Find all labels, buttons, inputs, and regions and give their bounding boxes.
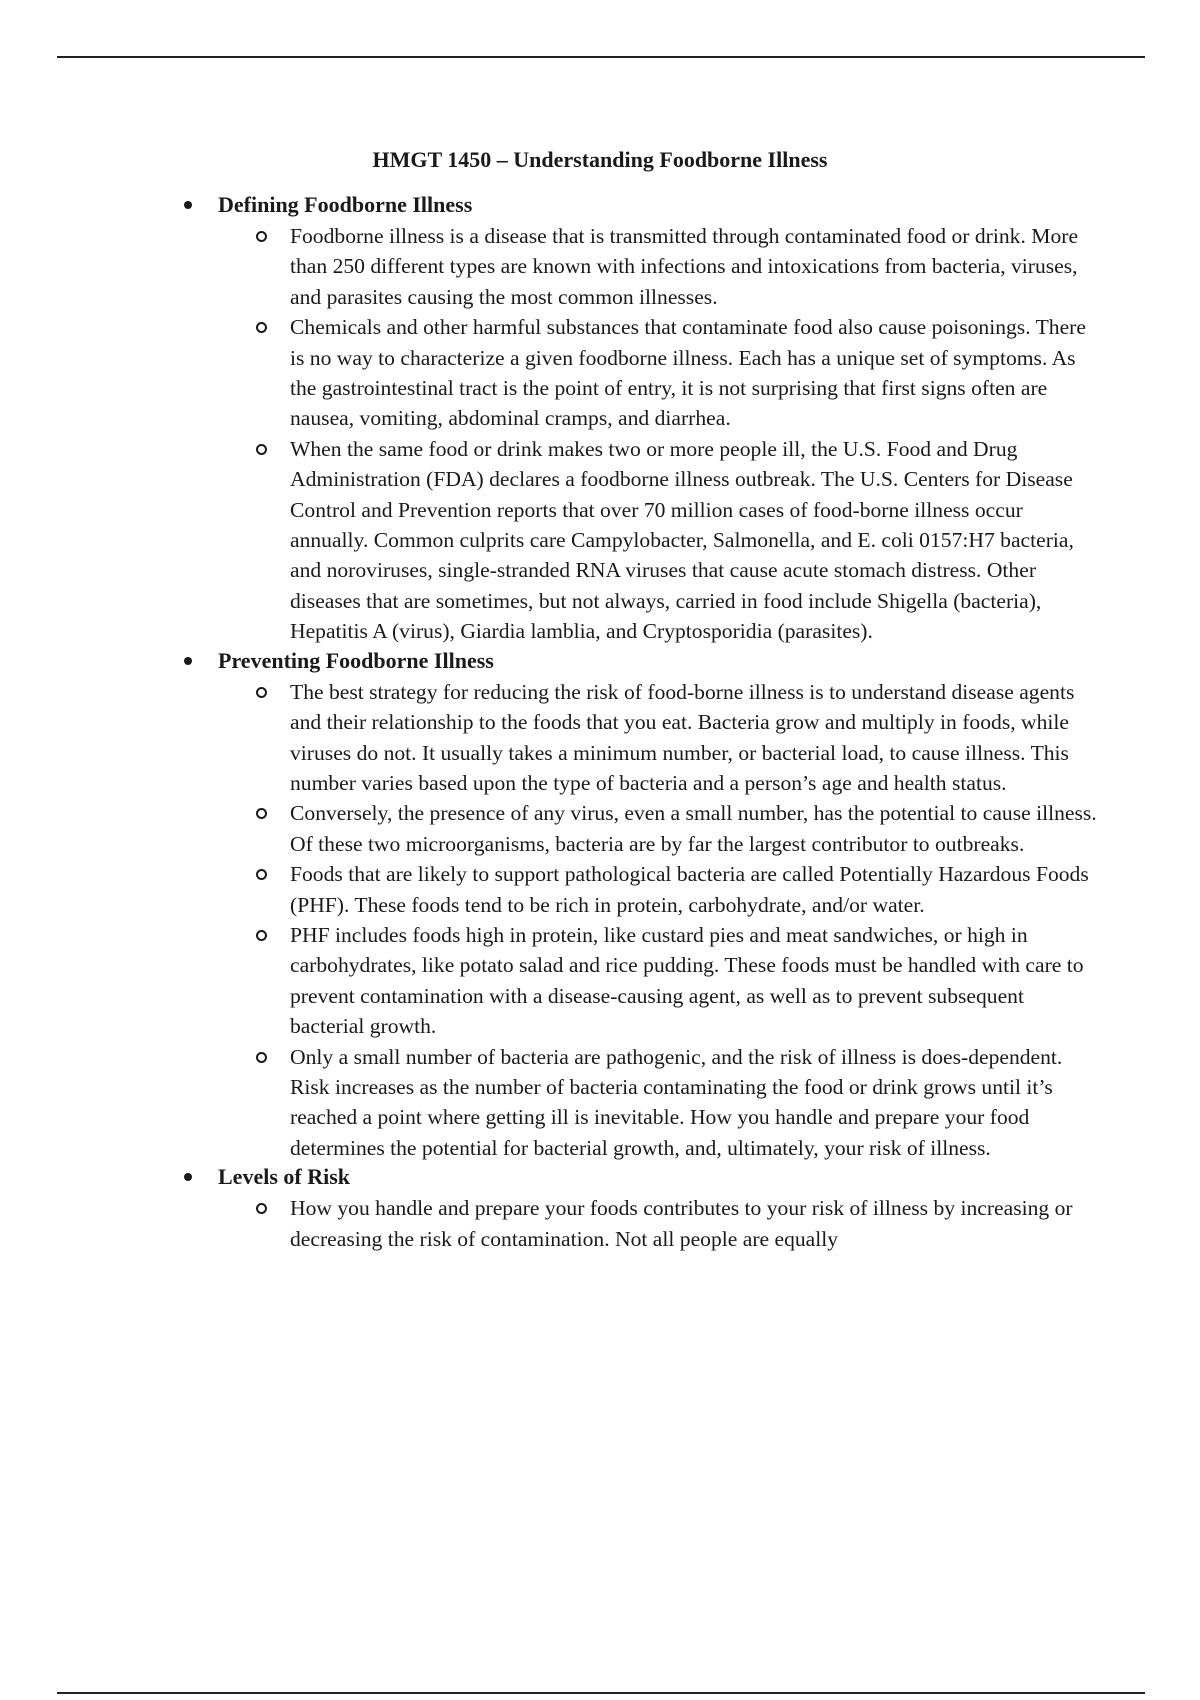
list-item-text: Conversely, the presence of any virus, even a small number, has the potential to cause illness. Of these two microorganisms, bacteria are by far the largest contributor to outbreaks. — [290, 801, 1097, 856]
section-header — [0, 191, 1200, 221]
circle-bullet-icon — [256, 687, 267, 698]
circle-bullet-icon — [256, 930, 267, 941]
list-item — [0, 221, 1102, 312]
list-item — [0, 859, 1102, 920]
list-item — [0, 920, 1102, 1042]
section-heading: Defining Foodborne Illness — [218, 192, 473, 217]
section-header — [0, 647, 1200, 677]
list-item-text: When the same food or drink makes two or more people ill, the U.S. Food and Drug Administration (FDA) declares a foodborne illness outbreak. The U.S. Centers for Disease Control and Prevention reports that over 70 million cases of food-borne illness occur annually. Common culprits care Campylobacter, Salmonella, and E. coli 0157:H7 bacteria, and noroviruses, single-stranded RNA viruses that cause acute stomach distress. Other diseases that are sometimes, but not always, carried in food include Shigella (bacteria), Hepatitis A (virus), Giardia lamblia, and Cryptosporidia (parasites). — [290, 436, 1074, 644]
list-item-text: Chemicals and other harmful substances that contaminate food also cause poisonings. There is no way to characterize a given foodborne illness. Each has a unique set of symptoms. As the gastrointestinal tract is the point of entry, it is not surprising that first signs often are nausea, vomiting, abdominal cramps, and diarrhea. — [290, 315, 1086, 431]
disc-bullet-icon — [184, 657, 192, 665]
circle-bullet-icon — [256, 231, 267, 242]
list-item — [0, 434, 1102, 647]
list-item-text: The best strategy for reducing the risk of food-borne illness is to understand disease agents and their relationship to the foods that you eat. Bacteria grow and multiply in foods, while viruses do not. It usually takes a minimum number, or bacterial load, to cause illness. This number varies based upon the type of bacteria and a person’s age and health status. — [290, 679, 1075, 795]
item-list — [0, 221, 1200, 647]
top-rule — [57, 56, 1145, 58]
circle-bullet-icon — [256, 322, 267, 333]
item-list — [0, 1193, 1200, 1254]
circle-bullet-icon — [256, 1052, 267, 1063]
bottom-rule — [57, 1692, 1145, 1694]
disc-bullet-icon — [184, 1173, 192, 1181]
list-item — [0, 1193, 1102, 1254]
list-item-text: Foodborne illness is a disease that is transmitted through contaminated food or drink. More than 250 different types are known with infections and intoxications from bacteria, viruses, and parasites causing the most common illnesses. — [290, 224, 1079, 309]
section-list — [0, 191, 1200, 1254]
circle-bullet-icon — [256, 1203, 267, 1214]
list-item — [0, 798, 1102, 859]
list-item — [0, 677, 1102, 799]
disc-bullet-icon — [184, 201, 192, 209]
circle-bullet-icon — [256, 808, 267, 819]
list-item — [0, 1042, 1102, 1164]
list-item-text: PHF includes foods high in protein, like custard pies and meat sandwiches, or high in carbohydrates, like potato salad and rice pudding. These foods must be handled with care to prevent contamination with a disease-causing agent, as well as to prevent subsequent bacterial growth. — [290, 922, 1084, 1039]
list-item-text: Foods that are likely to support pathological bacteria are called Potentially Hazardous Foods (PHF). These foods tend to be rich in protein, carbohydrate, and/or water. — [290, 862, 1089, 917]
section-preventing — [0, 647, 1200, 1164]
circle-bullet-icon — [256, 444, 267, 455]
section-header — [0, 1163, 1200, 1193]
list-item-text: How you handle and prepare your foods contributes to your risk of illness by increasing or decreasing the risk of contamination. Not all people are equally — [290, 1196, 1073, 1251]
section-heading: Preventing Foodborne Illness — [218, 647, 494, 673]
list-item-text: Only a small number of bacteria are pathogenic, and the risk of illness is does-dependent. Risk increases as the number of bacteria contaminating the food or drink grows until it’s reached a point where getting ill is inevitable. How you handle and prepare your food determines the potential for bacterial growth, and, ultimately, your risk of illness. — [290, 1044, 1063, 1160]
list-item — [0, 312, 1102, 434]
section-heading: Levels of Risk — [218, 1164, 350, 1190]
page-title: HMGT 1450 – Understanding Foodborne Illness — [372, 147, 828, 172]
item-list — [0, 677, 1200, 1164]
section-defining — [0, 191, 1200, 647]
circle-bullet-icon — [256, 869, 267, 880]
section-levels-of-risk — [0, 1163, 1200, 1254]
